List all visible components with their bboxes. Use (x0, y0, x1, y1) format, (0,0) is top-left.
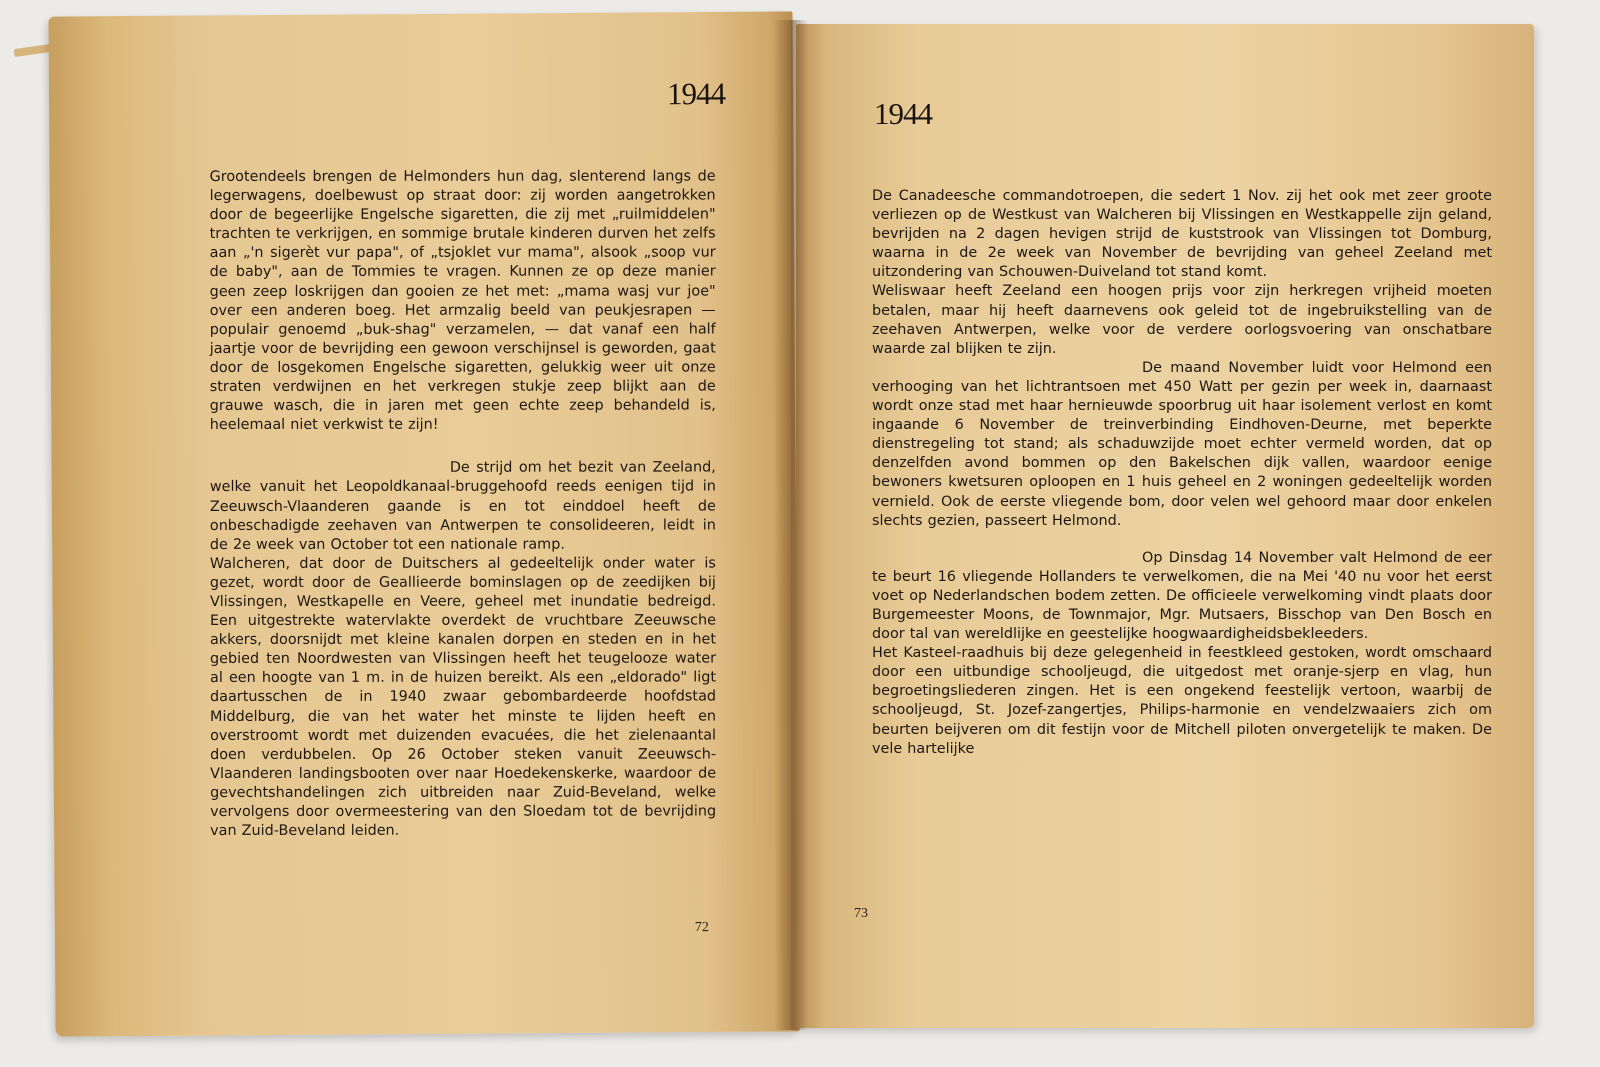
paragraph: De strijd om het bezit van Zeeland, welke vanuit het Leopoldkanaal-bruggehoofd reeds eenigen tijd in Zeeuwsch-Vlaanderen gaande is en tot einddoel heeft de onbeschadigde zeehaven van Antwerpen te consolideeren, leidt in de 2e week van October tot een nationale ramp. (209, 459, 716, 553)
page-heading-year: 1944 (874, 96, 932, 131)
page-number: 73 (854, 906, 868, 921)
page-body-text (210, 168, 717, 842)
page-body-text (872, 187, 1492, 759)
paragraph: De Canadeesche commandotroepen, die sedert 1 Nov. zij het ook met zeer groote verliezen op de Westkust van Walcheren bij Vlissingen en Westkappelle zijn geland, bevrijden na 2 dagen hevigen strijd de kuststrook van Vlissingen tot Domburg, waarna in de 2e week van November de bevrijding van geheel Zeeland met uitzondering van Schouwen-Duiveland tot stand komt. (872, 188, 1492, 281)
page-heading-year: 1944 (666, 75, 726, 112)
paragraph: Grootendeels brengen de Helmonders hun dag, slenterend langs de legerwagens, doelbewust op straat door: zij worden aangetrokken door de begeerlijke Engelsche sigaretten, die zij met „ruilmiddelen" trachten te verkrijgen, en sommige brutale kinderen durven het zelfs aan „'n sigerèt vur papa", of „tsjoklet vur mama", alsook „soop vur de baby", aan de Tommies te vragen. Kunnen ze op deze manier geen zeep loskrijgen dan gooien ze het met: „mama wasj vur joe" over een anderen boeg. Het armzalig beeld van peukjesrapen — populair genoemd „buk-shag" verzamelen, — dat vanaf een half jaartje voor de bevrijding een gewoon verschijnsel is geworden, gaat door de losgekomen Engelsche sigaretten, gelukkig weer uit onze straten verdwijnen en het verkregen stukje zeep blijkt aan de grauwe wasch, die in jaren met geen echte zeep behandeld is, heelemaal niet verkwist te zijn! (209, 168, 716, 434)
paragraph: Op Dinsdag 14 November valt Helmond de eer te beurt 16 vliegende Hollanders te verwelkomen, die na Mei '40 nu voor het eerst voet op Nederlandschen bodem zetten. De officieele verwelkoming vindt plaats door Burgemeester Moons, de Townmajor, Mgr. Mutsaers, Bisschop van Den Bosch en door tal van wereldlijke en geestelijke hoogwaardigheidsbekleeders. (872, 549, 1492, 643)
paragraph: De maand November luidt voor Helmond een verhooging van het lichtrantsoen met 450 Watt per gezin per week in, daarnaast wordt onze stad met haar hernieuwde spoorbrug uit haar isolement verlost en komt ingaande 6 November de treinverbinding Eindhoven-Deurne, met beperkte dienstregeling tot stand; als schaduwzijde moet echter vermeld worden, dat op denzelfden avond bommen op den Bakelschen dijk vallen, waardoor eenige bewoners kwetsuren oploopen en 1 huis geheel en 2 woningen gedeeltelijk worden vernield. Ook de eerste vliegende bom, door velen wel gehoord maar door enkelen slechts gezien, passeert Helmond. (872, 359, 1492, 529)
paragraph: Weliswaar heeft Zeeland een hoogen prijs voor zijn herkregen vrijheid moeten betalen, maar hij heeft daarnevens ook geleid tot de ingebruikstelling van de zeehaven Antwerpen, welke voor de verdere oorlogsvoering van onschatbare waarde zal blijken te zijn. (872, 283, 1492, 357)
paragraph: Walcheren, dat door de Duitschers al gedeeltelijk onder water is gezet, wordt door de Geallieerde bominslagen op de zeedijken bij Vlissingen, Westkapelle en Veere, geheel met inundatie bedreigd. Een uitgestrekte watervlakte overdekt de vruchtbare Zeeuwsche akkers, doorsnijdt met kleine kanalen dorpen en steden en in het gebied ten Noordwesten van Vlissingen heeft het teugelooze water al een hoogte van 1 m. in de huizen bereikt. Als een „eldorado" ligt daartusschen de in 1940 zwaar gebombardeerde hoofdstad Middelburg, die van het water het minste te lijden heeft en overstroomt wordt met duizenden evacuées, die het zielenaantal doen verdubbelen. Op 26 October steken vanuit Zeeuwsch-Vlaanderen landingsbooten over naar Hoedekenskerke, waardoor de gevechtshandelingen zich uitbreiden naar Zuid-Beveland, welke vervolgens door overmeestering van den Sloedam tot de bevrijding van Zuid-Beveland leiden. (209, 555, 717, 840)
page-number: 72 (694, 920, 709, 936)
left-page (48, 11, 799, 1036)
book-spine-gutter (774, 20, 808, 1030)
right-page (796, 24, 1534, 1028)
paragraph: Het Kasteel-raadhuis bij deze gelegenheid in feestkleed gestoken, wordt omschaard door een uitbundige schooljeugd, die uitgedost met oranje-sjerp en vlag, hun begroetingsliederen zingen. Het is een ongekend feestelijk vertoon, waarbij de schooljeugd, St. Jozef-zangertjes, Philips-harmonie en vendelzwaaiers zich om beurten beijveren om dit festijn voor de Mitchell piloten onvergetelijk te maken. De vele hartelijke (872, 645, 1492, 757)
